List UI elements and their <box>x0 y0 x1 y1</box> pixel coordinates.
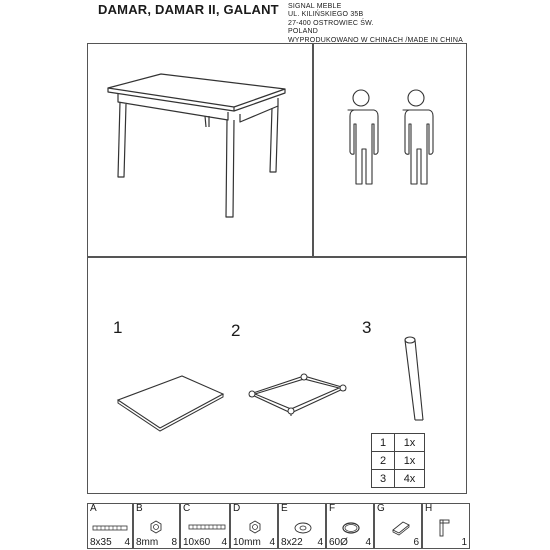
hardware-cell-f <box>326 503 374 549</box>
part-number-cell: 1 <box>372 434 395 452</box>
hardware-letter: G <box>377 503 385 514</box>
table-row <box>372 452 425 470</box>
table-illustration <box>88 44 314 258</box>
hardware-qty: 4 <box>269 537 275 548</box>
leg-part-icon <box>395 330 435 430</box>
document-title: DAMAR, DAMAR II, GALANT <box>98 2 279 17</box>
hardware-qty: 8 <box>171 537 177 548</box>
table-row <box>372 470 425 488</box>
company-line: UL. KILIŃSKIEGO 35B <box>288 11 364 19</box>
hardware-size: 60Ø <box>329 537 348 548</box>
hardware-cell-d <box>230 503 278 549</box>
hardware-size: 8x22 <box>281 537 303 548</box>
part-qty-cell: 4x <box>395 470 425 488</box>
hardware-qty: 4 <box>317 537 323 548</box>
hardware-qty: 4 <box>221 537 227 548</box>
table-row <box>372 434 425 452</box>
hardware-letter: C <box>183 503 191 514</box>
part-qty-cell: 1x <box>395 452 425 470</box>
company-line: WYPRODUKOWANO W CHINACH /MADE IN CHINA <box>288 36 463 44</box>
hardware-letter: D <box>233 503 241 514</box>
hardware-size: 10mm <box>233 537 261 548</box>
two-person-panel <box>313 43 467 257</box>
hardware-letter: F <box>329 503 336 514</box>
hardware-qty: 4 <box>365 537 371 548</box>
hardware-qty: 4 <box>124 537 130 548</box>
hardware-cell-a <box>87 503 133 549</box>
two-person-icon <box>314 44 468 258</box>
part-number-cell: 3 <box>372 470 395 488</box>
hardware-cell-g <box>374 503 422 549</box>
hardware-letter: H <box>425 503 433 514</box>
part-qty-cell: 1x <box>395 434 425 452</box>
part-number-cell: 2 <box>372 452 395 470</box>
step-number: 1 <box>113 318 123 337</box>
parts-quantity-table <box>371 433 425 488</box>
step-number: 2 <box>231 321 241 340</box>
hardware-letter: A <box>90 503 97 514</box>
hardware-size: 10x60 <box>183 537 211 548</box>
company-line: 27-400 OSTROWIEC ŚW. <box>288 19 374 27</box>
company-line: SIGNAL MEBLE <box>288 3 342 10</box>
company-line: POLAND <box>288 28 318 36</box>
step-number: 3 <box>362 318 372 337</box>
hardware-qty: 1 <box>461 537 467 548</box>
hardware-cell-c <box>180 503 230 549</box>
hardware-letter: B <box>136 503 143 514</box>
hardware-size: 8x35 <box>90 537 112 548</box>
hardware-letter: E <box>281 503 288 514</box>
hardware-cell-e <box>278 503 326 549</box>
hardware-cell-b <box>133 503 180 549</box>
tabletop-part-icon <box>110 370 230 440</box>
frame-part-icon <box>240 358 360 428</box>
hardware-size: 8mm <box>136 537 159 548</box>
hardware-cell-h <box>422 503 470 549</box>
table-illustration-panel <box>87 43 313 257</box>
hardware-qty: 6 <box>413 537 419 548</box>
company-info <box>288 3 463 45</box>
